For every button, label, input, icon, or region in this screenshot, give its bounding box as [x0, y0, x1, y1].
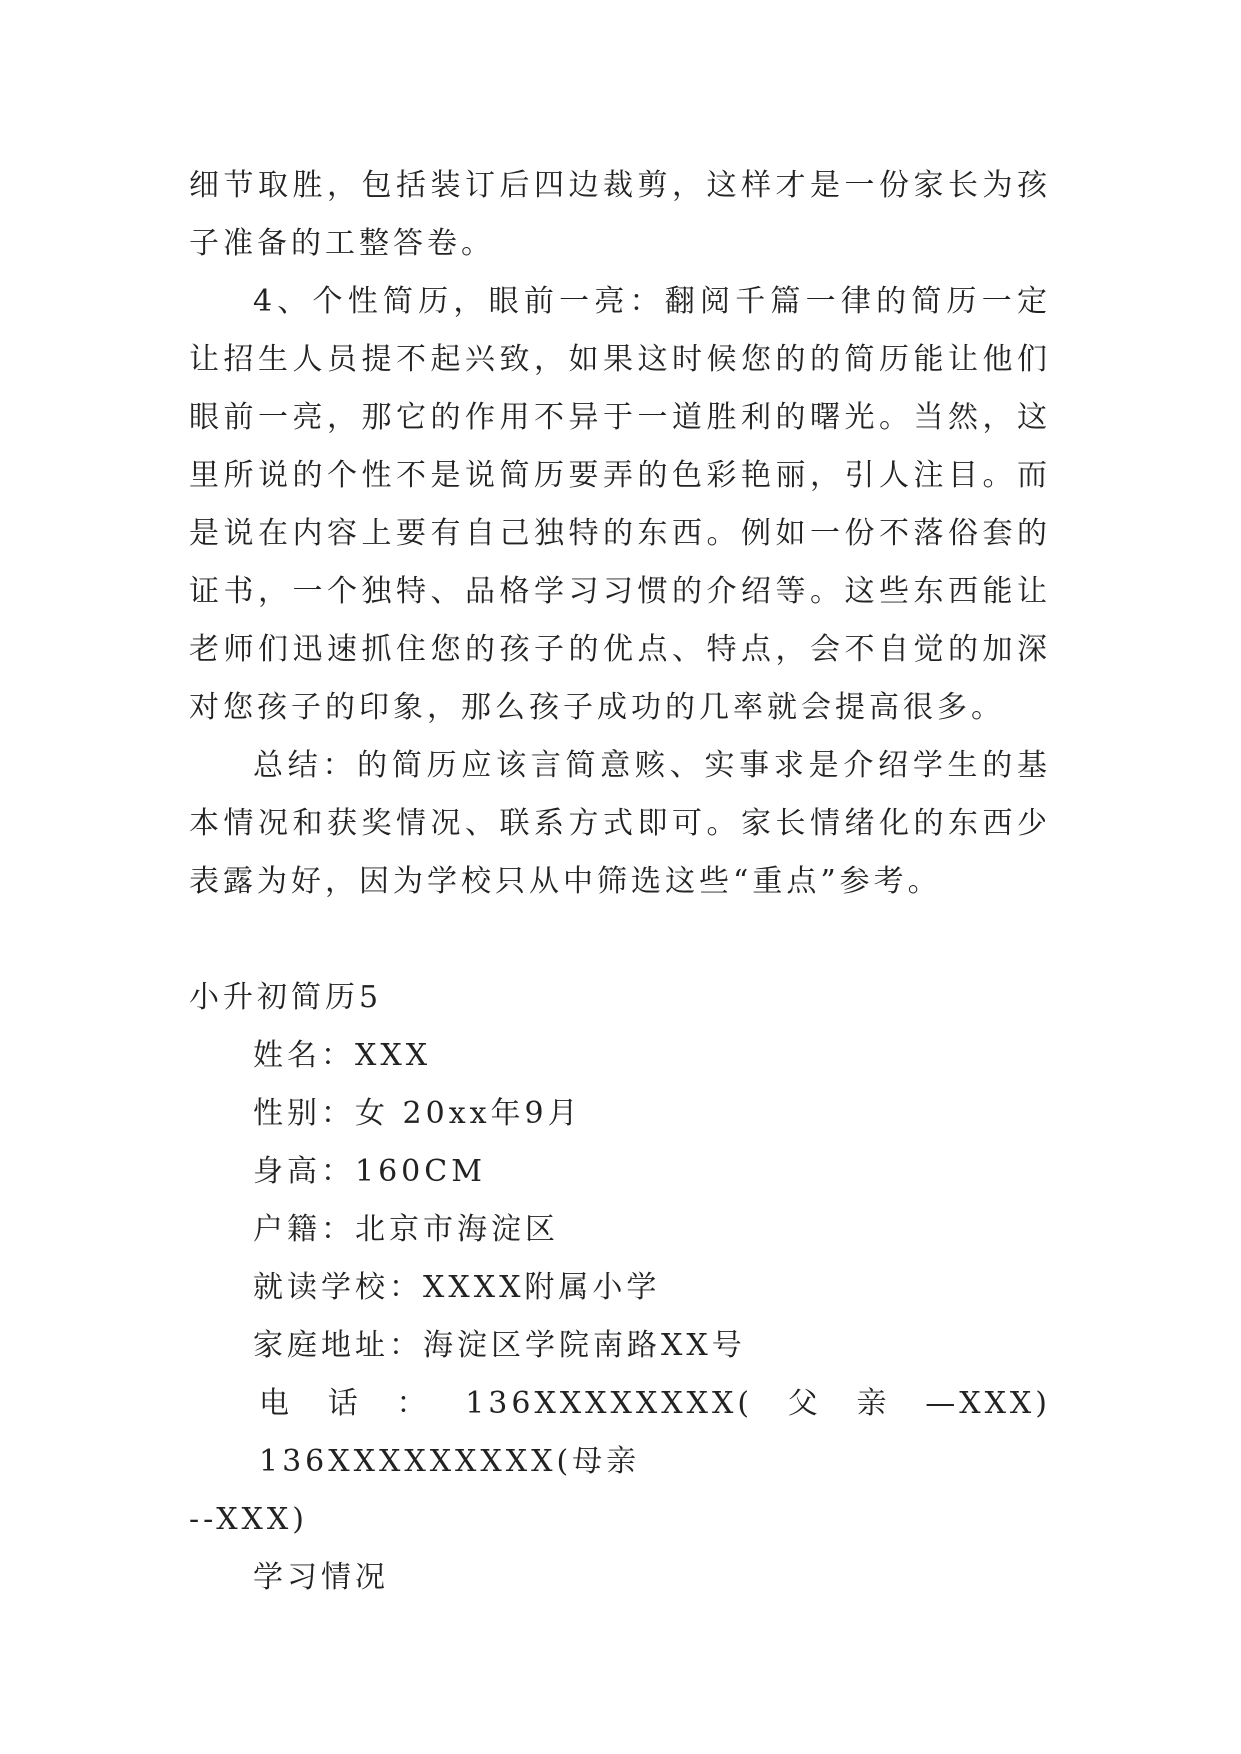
resume-study-heading: 学习情况	[253, 1560, 389, 1595]
spacer	[189, 911, 1051, 969]
resume-school: 就读学校：XXXX附属小学	[253, 1270, 661, 1305]
paragraph-binding-detail: 细节取胜，包括装订后四边裁剪，这样才是一份家长为孩子准备的工整答卷。	[189, 168, 1051, 261]
resume-gender: 性别：女 20xx年9月	[253, 1096, 582, 1131]
resume-hukou: 户籍：北京市海淀区	[253, 1212, 559, 1247]
resume-height: 身高：160CM	[253, 1154, 486, 1189]
resume-name: 姓名：XXX	[253, 1038, 432, 1073]
resume-phone: 电话：136XXXXXXXX(父亲—XXX) 136XXXXXXXXX(母亲	[259, 1386, 1051, 1479]
resume-title: 小升初简历5	[189, 980, 383, 1015]
paragraph-summary: 总结：的简历应该言简意赅、实事求是介绍学生的基本情况和获奖情况、联系方式即可。家长情绪化的东西少表露为好，因为学校只从中筛选这些“重点”参考。	[189, 748, 1051, 899]
resume-address: 家庭地址：海淀区学院南路XX号	[253, 1328, 746, 1363]
document-body	[189, 157, 1051, 1607]
resume-phone-continued: --XXX)	[189, 1502, 308, 1537]
paragraph-personalized-resume: 4、个性简历，眼前一亮：翻阅千篇一律的简历一定让招生人员提不起兴致，如果这时候您的的简历能让他们眼前一亮，那它的作用不异于一道胜利的曙光。当然，这里所说的个性不是说简历要弄的色彩艳丽，引人注目。而是说在内容上要有自己独特的东西。例如一份不落俗套的证书，一个独特、品格学习习惯的介绍等。这些东西能让老师们迅速抓住您的孩子的优点、特点，会不自觉的加深对您孩子的印象，那么孩子成功的几率就会提高很多。	[189, 284, 1051, 725]
